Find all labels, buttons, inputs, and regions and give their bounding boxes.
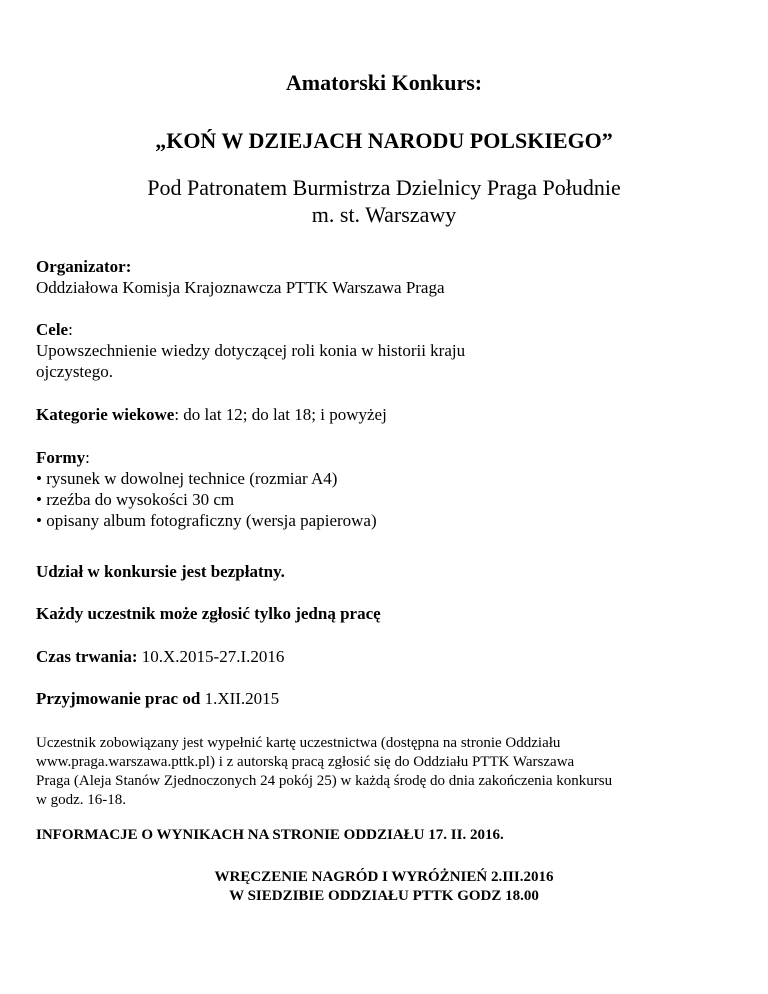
submission-section [36, 688, 736, 709]
instructions-line-2: www.praga.warszawa.pttk.pl) i z autorską pracą zgłosić się do Oddziału PTTK Warszawa [36, 754, 575, 770]
forms-item-3: • opisany album fotograficzny (wersja papierowa) [36, 511, 377, 530]
forms-label: Formy [36, 448, 86, 467]
goals-colon: : [68, 320, 73, 339]
organizer-section [36, 256, 736, 298]
forms-item-2: • rzeźba do wysokości 30 cm [36, 490, 235, 509]
contest-title: Amatorski Konkurs: [285, 70, 483, 95]
awards-info [0, 868, 768, 906]
instructions-line-1: Uczestnik zobowiązany jest wypełnić kartę uczestnictwa (dostępna na stronie Oddziału [36, 735, 561, 751]
awards-line-1: WRĘCZENIE NAGRÓD I WYRÓŻNIEŃ 2.III.2016 [214, 869, 554, 885]
goals-line-1: Upowszechnienie wiedzy dotyczącej roli konia w historii kraju [36, 341, 466, 360]
submission-value: 1.XII.2015 [200, 689, 280, 708]
goals-section [36, 319, 736, 382]
age-label: Kategorie wiekowe [36, 405, 175, 424]
age-value: : do lat 12; do lat 18; i powyżej [174, 405, 387, 424]
organizer-value: Oddziałowa Komisja Krajoznawcza PTTK Warszawa Praga [36, 278, 445, 297]
forms-section [36, 447, 736, 531]
awards-line-2: W SIEDZIBIE ODDZIAŁU PTTK GODZ 18.00 [229, 888, 539, 904]
duration-section [36, 646, 736, 667]
instructions-line-3: Praga (Aleja Stanów Zjednoczonych 24 pokój 25) w każdą środę do dnia zakończenia konkursu [36, 773, 613, 789]
patronage [0, 174, 768, 228]
goals-line-2: ojczystego. [36, 362, 113, 381]
age-section [36, 404, 736, 425]
duration-value: 10.X.2015-27.I.2016 [137, 647, 285, 666]
instructions-line-4: w godz. 16-18. [36, 792, 126, 808]
results-info: INFORMACJE O WYNIKACH NA STRONIE ODDZIAŁU 17. II. 2016. [36, 827, 504, 843]
patronage-line-2: m. st. Warszawy [311, 202, 457, 227]
free-entry-note: Udział w konkursie jest bezpłatny. [36, 562, 285, 581]
organizer-label: Organizator: [36, 257, 132, 276]
duration-label: Czas trwania: [36, 647, 138, 666]
forms-item-1: • rysunek w dowolnej technice (rozmiar A4) [36, 469, 338, 488]
contest-theme: „KOŃ W DZIEJACH NARODU POLSKIEGO” [155, 128, 613, 153]
submission-label: Przyjmowanie prac od [36, 689, 201, 708]
instructions-section [36, 734, 756, 810]
one-work-note: Każdy uczestnik może zgłosić tylko jedną pracę [36, 604, 381, 623]
forms-colon: : [85, 448, 90, 467]
goals-label: Cele [36, 320, 69, 339]
patronage-line-1: Pod Patronatem Burmistrza Dzielnicy Praga Południe [147, 175, 621, 200]
